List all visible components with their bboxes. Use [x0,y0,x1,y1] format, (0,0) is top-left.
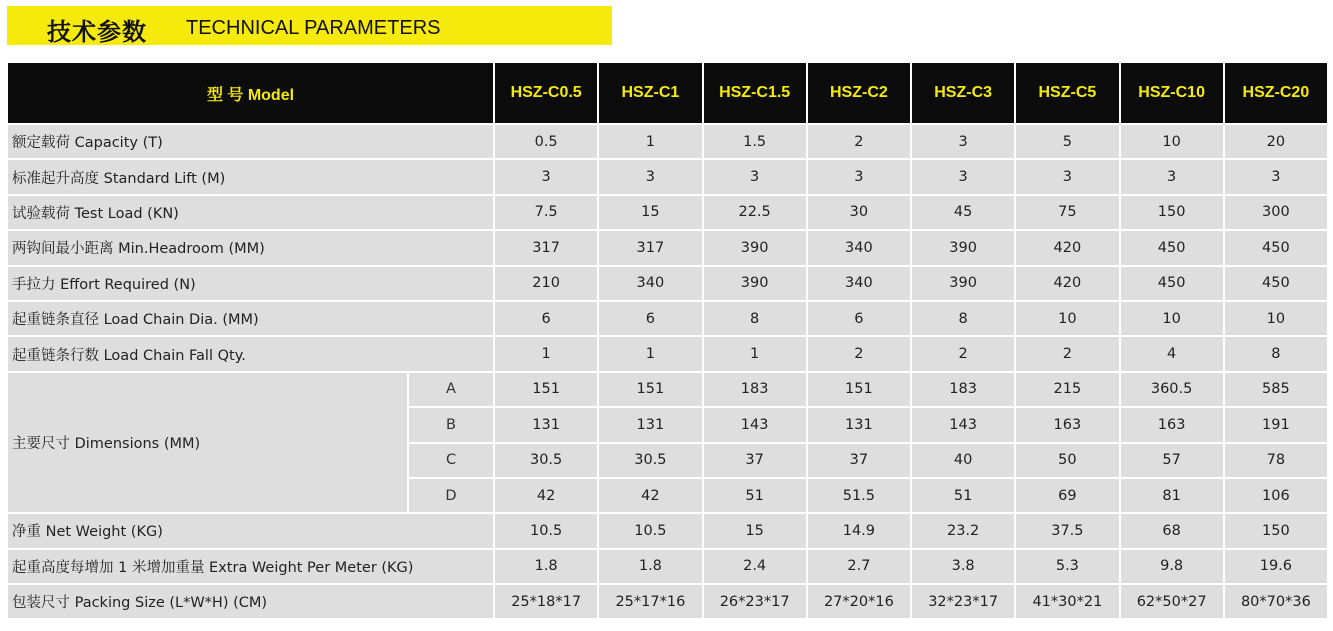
table-row [7,230,1328,265]
row-label: 额定载荷 Capacity (T) [7,124,494,159]
table-cell: 22.5 [703,195,807,230]
table-cell: 1.8 [494,549,598,584]
table-row [7,124,1328,159]
table-cell: 2 [807,336,911,371]
table-cell: 163 [1120,407,1224,442]
row-label: 起重链条直径 Load Chain Dia. (MM) [7,301,494,336]
table-cell: 8 [1224,336,1328,371]
table-cell: 4 [1120,336,1224,371]
table-cell: 106 [1224,478,1328,513]
table-cell: 317 [494,230,598,265]
section-title-cn: 技术参数 [47,18,147,46]
table-cell: 37 [807,443,911,478]
table-cell: 585 [1224,372,1328,407]
table-cell: 1 [494,336,598,371]
table-cell: 1 [598,336,702,371]
table-cell: 51.5 [807,478,911,513]
table-cell: 163 [1015,407,1119,442]
table-row [7,266,1328,301]
row-label: 两钩间最小距离 Min.Headroom (MM) [7,230,494,265]
row-label: 标准起升高度 Standard Lift (M) [7,159,494,194]
table-cell: 1 [703,336,807,371]
table-cell: 8 [703,301,807,336]
row-label: 起重链条行数 Load Chain Fall Qty. [7,336,494,371]
table-cell: 210 [494,266,598,301]
table-cell: 360.5 [1120,372,1224,407]
row-label: 起重高度每增加 1 米增加重量 Extra Weight Per Meter (KG) [7,549,494,584]
table-cell: 450 [1224,266,1328,301]
table-cell: 3 [598,159,702,194]
table-cell: 8 [911,301,1015,336]
table-header-row [7,62,1328,124]
dimension-key: D [408,478,494,513]
table-cell: 390 [911,230,1015,265]
table-cell: 10.5 [494,513,598,548]
model-header-label: 型 号 Model [7,62,494,124]
table-cell: 131 [494,407,598,442]
table-cell: 450 [1120,266,1224,301]
model-header-cell: HSZ-C5 [1015,62,1119,124]
table-cell: 300 [1224,195,1328,230]
table-cell: 420 [1015,266,1119,301]
table-cell: 40 [911,443,1015,478]
table-cell: 2 [1015,336,1119,371]
table-cell: 2 [807,124,911,159]
table-cell: 51 [703,478,807,513]
table-cell: 41*30*21 [1015,584,1119,619]
table-row [7,372,1328,407]
table-cell: 143 [911,407,1015,442]
table-cell: 6 [494,301,598,336]
table-row [7,301,1328,336]
table-cell: 3 [807,159,911,194]
table-cell: 2 [911,336,1015,371]
row-label: 手拉力 Effort Required (N) [7,266,494,301]
table-cell: 68 [1120,513,1224,548]
section-title-bar [7,6,612,45]
section-title-en: TECHNICAL PARAMETERS [186,17,441,39]
model-header-cell: HSZ-C3 [911,62,1015,124]
dimension-key: A [408,372,494,407]
table-cell: 62*50*27 [1120,584,1224,619]
table-cell: 81 [1120,478,1224,513]
table-cell: 3 [703,159,807,194]
table-cell: 15 [703,513,807,548]
table-cell: 51 [911,478,1015,513]
table-cell: 42 [598,478,702,513]
table-cell: 390 [703,230,807,265]
table-cell: 10.5 [598,513,702,548]
table-cell: 5 [1015,124,1119,159]
table-cell: 340 [807,266,911,301]
table-cell: 19.6 [1224,549,1328,584]
table-cell: 390 [703,266,807,301]
table-cell: 3 [911,159,1015,194]
table-cell: 15 [598,195,702,230]
table-cell: 10 [1120,124,1224,159]
table-cell: 317 [598,230,702,265]
table-cell: 6 [807,301,911,336]
table-cell: 10 [1224,301,1328,336]
model-header-cell: HSZ-C2 [807,62,911,124]
table-cell: 3 [1120,159,1224,194]
table-cell: 143 [703,407,807,442]
row-label: 包装尺寸 Packing Size (L*W*H) (CM) [7,584,494,619]
table-cell: 3 [1015,159,1119,194]
table-cell: 3 [1224,159,1328,194]
table-cell: 57 [1120,443,1224,478]
table-row [7,513,1328,548]
row-label: 试验载荷 Test Load (KN) [7,195,494,230]
table-cell: 215 [1015,372,1119,407]
table-cell: 5.3 [1015,549,1119,584]
table-cell: 151 [807,372,911,407]
table-row [7,336,1328,371]
table-cell: 37.5 [1015,513,1119,548]
table-cell: 3.8 [911,549,1015,584]
table-cell: 26*23*17 [703,584,807,619]
table-cell: 151 [598,372,702,407]
table-cell: 14.9 [807,513,911,548]
table-cell: 37 [703,443,807,478]
table-cell: 9.8 [1120,549,1224,584]
table-cell: 420 [1015,230,1119,265]
table-cell: 20 [1224,124,1328,159]
table-cell: 183 [703,372,807,407]
technical-parameters-table [6,61,1329,620]
table-cell: 150 [1224,513,1328,548]
table-cell: 131 [598,407,702,442]
table-cell: 1.8 [598,549,702,584]
table-cell: 30.5 [494,443,598,478]
table-cell: 340 [598,266,702,301]
table-cell: 151 [494,372,598,407]
table-cell: 80*70*36 [1224,584,1328,619]
table-row [7,159,1328,194]
table-row [7,549,1328,584]
table-cell: 25*17*16 [598,584,702,619]
table-cell: 23.2 [911,513,1015,548]
table-cell: 340 [807,230,911,265]
table-cell: 42 [494,478,598,513]
table-cell: 75 [1015,195,1119,230]
table-cell: 450 [1120,230,1224,265]
table-cell: 30.5 [598,443,702,478]
table-row [7,195,1328,230]
table-cell: 10 [1015,301,1119,336]
table-cell: 0.5 [494,124,598,159]
table-cell: 10 [1120,301,1224,336]
table-cell: 78 [1224,443,1328,478]
table-cell: 131 [807,407,911,442]
model-header-cell: HSZ-C0.5 [494,62,598,124]
table-cell: 25*18*17 [494,584,598,619]
table-cell: 7.5 [494,195,598,230]
table-row [7,584,1328,619]
table-cell: 150 [1120,195,1224,230]
table-cell: 191 [1224,407,1328,442]
table-cell: 27*20*16 [807,584,911,619]
table-cell: 2.4 [703,549,807,584]
table-cell: 390 [911,266,1015,301]
model-header-cell: HSZ-C1 [598,62,702,124]
table-cell: 50 [1015,443,1119,478]
table-cell: 2.7 [807,549,911,584]
dimension-key: B [408,407,494,442]
table-cell: 32*23*17 [911,584,1015,619]
table-cell: 30 [807,195,911,230]
table-cell: 69 [1015,478,1119,513]
dimensions-label: 主要尺寸 Dimensions (MM) [7,372,408,514]
table-cell: 3 [911,124,1015,159]
table-cell: 3 [494,159,598,194]
table-cell: 1 [598,124,702,159]
table-cell: 45 [911,195,1015,230]
dimension-key: C [408,443,494,478]
row-label: 净重 Net Weight (KG) [7,513,494,548]
table-cell: 1.5 [703,124,807,159]
table-cell: 450 [1224,230,1328,265]
model-header-cell: HSZ-C10 [1120,62,1224,124]
model-header-cell: HSZ-C20 [1224,62,1328,124]
table-cell: 183 [911,372,1015,407]
table-cell: 6 [598,301,702,336]
model-header-cell: HSZ-C1.5 [703,62,807,124]
